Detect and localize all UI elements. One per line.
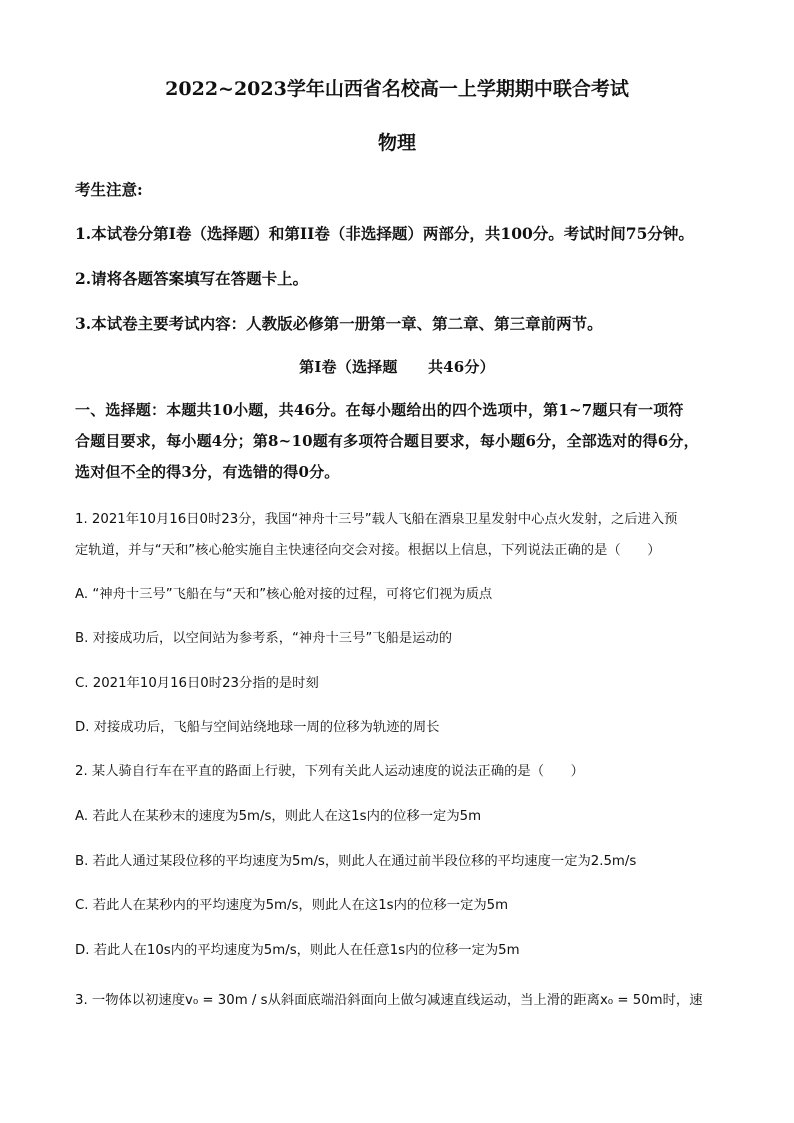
question-2-option-a: A. 若此人在某秒末的速度为5m/s，则此人在这1s内的位移一定为5m — [75, 809, 482, 824]
part1-instructions-line-1: 一、选择题：本题共10小题，共46分。在每小题给出的四个选项中，第1~7题只有一项符 — [75, 401, 684, 419]
question-3-stem-line-1: 3. 一物体以初速度v₀ = 30m / s从斜面底端沿斜面向上做匀减速直线运动，当上滑的距离x₀ = 50m时，速 — [75, 993, 703, 1008]
notice-item-2: 2.请将各题答案填写在答题卡上。 — [75, 269, 309, 288]
question-1-stem-line-2: 定轨道，并与“天和”核心舱实施自主快速径向交会对接。根据以上信息，下列说法正确的是（ ） — [75, 543, 661, 558]
question-2-option-d: D. 若此人在10s内的平均速度为5m/s，则此人在任意1s内的位移一定为5m — [75, 943, 520, 958]
part1-instructions-line-2: 合题目要求，每小题4分；第8~10题有多项符合题目要求，每小题6分，全部选对的得6分， — [75, 432, 699, 450]
exam-title: 2022~2023学年山西省名校高一上学期期中联合考试 — [165, 78, 629, 100]
notice-item-1: 1.本试卷分第I卷（选择题）和第II卷（非选择题）两部分，共100分。考试时间75分钟。 — [75, 224, 694, 243]
question-1-option-c: C. 2021年10月16日0时23分指的是时刻 — [75, 676, 319, 691]
question-1-option-d: D. 对接成功后，飞船与空间站绕地球一周的位移为轨迹的周长 — [75, 720, 440, 735]
notice-heading: 考生注意: — [75, 180, 143, 199]
question-1-stem-line-1: 1. 2021年10月16日0时23分，我国“神舟十三号”载人飞船在酒泉卫星发射中心点火发射，之后进入预 — [75, 512, 678, 527]
question-2-option-b: B. 若此人通过某段位移的平均速度为5m/s，则此人在通过前半段位移的平均速度一定为2.5m/s — [75, 854, 637, 869]
question-1-option-b: B. 对接成功后，以空间站为参考系，“神舟十三号”飞船是运动的 — [75, 631, 453, 646]
exam-subject: 物理 — [377, 132, 416, 154]
question-1-option-a: A. “神舟十三号”飞船在与“天和”核心舱对接的过程，可将它们视为质点 — [75, 587, 493, 602]
part1-instructions-line-3: 选对但不全的得3分，有选错的得0分。 — [75, 463, 340, 481]
question-2-option-c: C. 若此人在某秒内的平均速度为5m/s，则此人在这1s内的位移一定为5m — [75, 898, 509, 913]
notice-item-3: 3.本试卷主要考试内容：人教版必修第一册第一章、第二章、第三章前两节。 — [75, 314, 603, 333]
question-2-stem-line-1: 2. 某人骑自行车在平直的路面上行驶，下列有关此人运动速度的说法正确的是（ ） — [75, 764, 584, 779]
part1-heading: 第I卷（选择题 共46分） — [299, 358, 495, 376]
